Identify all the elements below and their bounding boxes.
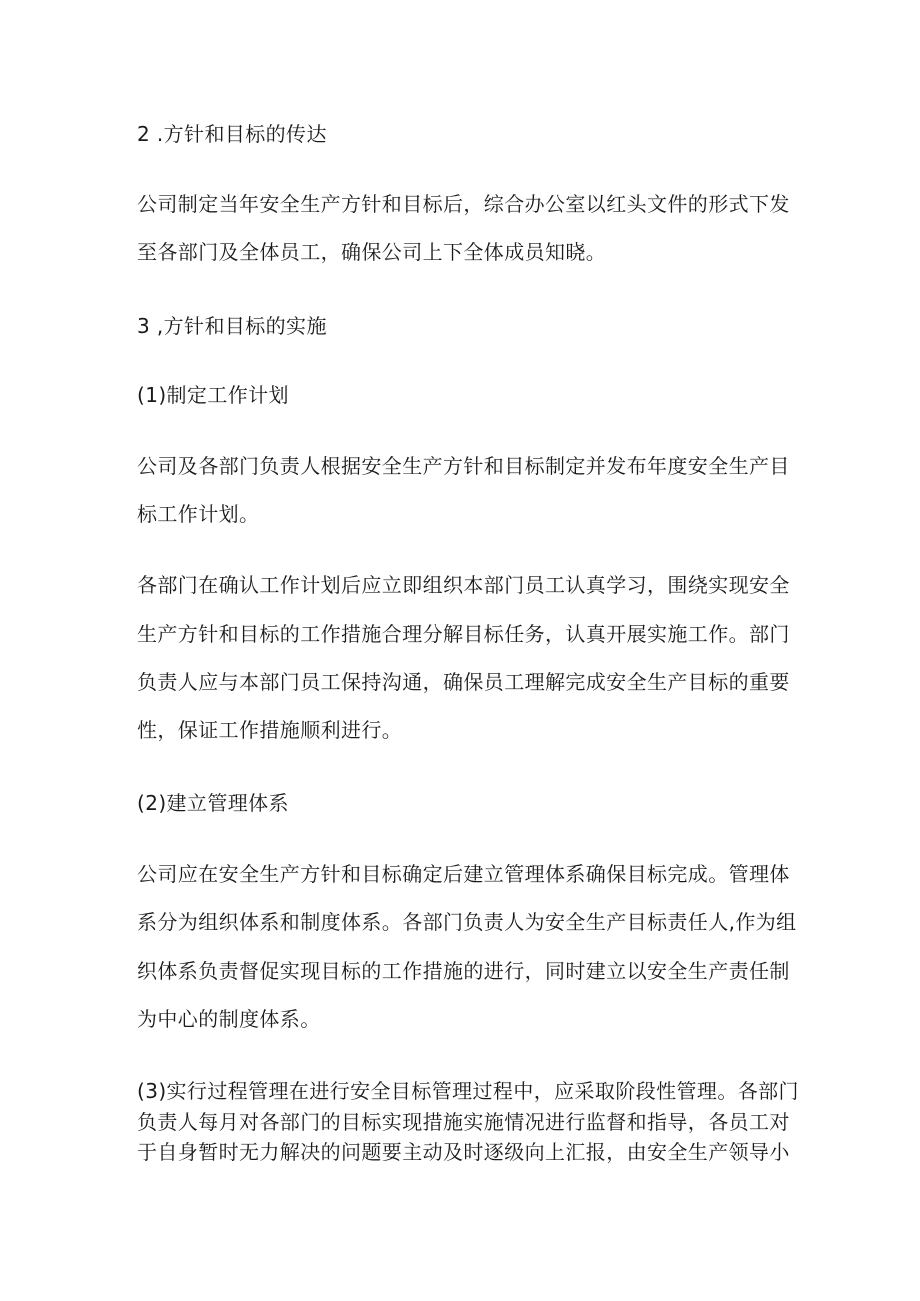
subsection-3-paragraph-line-2: 负责人每月对各部门的目标实现措施实施情况进行监督和指导，各员工对 [137, 1110, 790, 1134]
section-2-paragraph-line-1: 公司制定当年安全生产方针和目标后，综合办公室以红头文件的形式下发 [137, 192, 790, 216]
subsection-1-heading: (1)制定工作计划 [137, 383, 289, 407]
subsection-2-paragraph-line-2: 系分为组织体系和制度体系。各部门负责人为安全生产目标责任人,作为组 [137, 910, 797, 934]
subsection-2-paragraph-line-1: 公司应在安全生产方针和目标确定后建立管理体系确保目标完成。管理体 [137, 862, 790, 886]
subsection-3-paragraph-line-3: 于自身暂时无力解决的问题要主动及时逐级向上汇报，由安全生产领导小 [137, 1140, 790, 1164]
subsection-2-paragraph-line-3: 织体系负责督促实现目标的工作措施的进行，同时建立以安全生产责任制 [137, 959, 790, 983]
subsection-1-paragraph-1-line-2: 标工作计划。 [137, 502, 260, 526]
subsection-2-heading: (2)建立管理体系 [137, 791, 289, 815]
subsection-1-paragraph-2-line-3: 负责人应与本部门员工保持沟通，确保员工理解完成安全生产目标的重要 [137, 670, 790, 694]
subsection-2-paragraph-line-4: 为中心的制度体系。 [137, 1007, 321, 1031]
subsection-1-paragraph-2-line-4: 性，保证工作措施顺利进行。 [137, 718, 403, 742]
subsection-1-paragraph-1-line-1: 公司及各部门负责人根据安全生产方针和目标制定并发布年度安全生产目 [137, 454, 790, 478]
section-3-heading: 3 ,方针和目标的实施 [137, 314, 327, 338]
section-2-heading: 2 .方针和目标的传达 [137, 122, 327, 146]
subsection-1-paragraph-2-line-2: 生产方针和目标的工作措施合理分解目标任务，认真开展实施工作。部门 [137, 622, 790, 646]
subsection-1-paragraph-2-line-1: 各部门在确认工作计划后应立即组织本部门员工认真学习，围绕实现安全 [137, 573, 790, 597]
subsection-3-paragraph-line-1: (3)实行过程管理在进行安全目标管理过程中，应采取阶段性管理。各部门 [137, 1079, 799, 1103]
section-2-paragraph-line-2: 至各部门及全体员工，确保公司上下全体成员知晓。 [137, 240, 607, 264]
